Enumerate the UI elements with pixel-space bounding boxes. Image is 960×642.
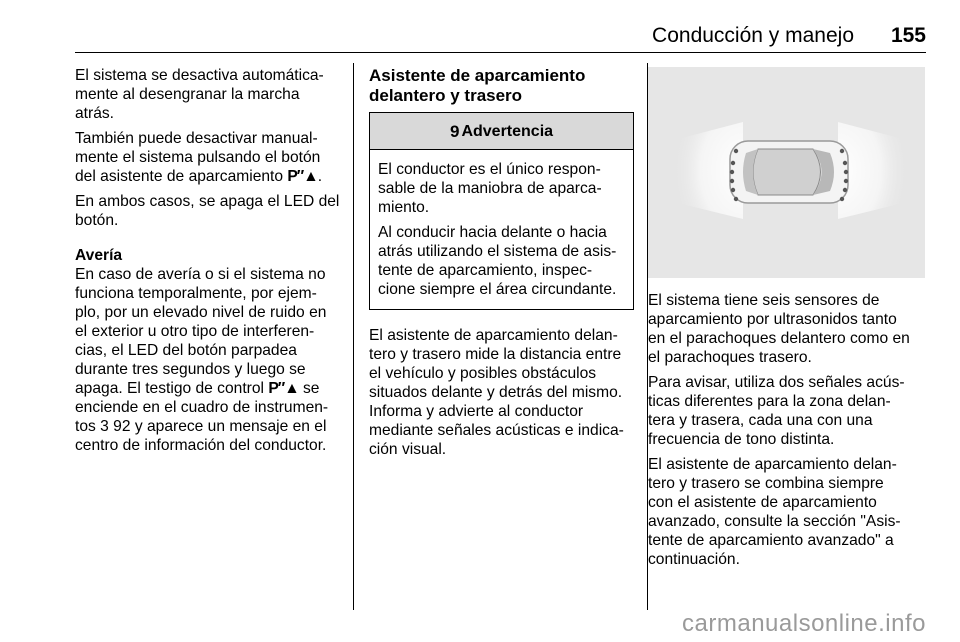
text-line: El sistema se desactiva automática-: [75, 67, 324, 84]
paragraph: [75, 129, 343, 186]
text-span: 92 y aparece un mensaje en el: [113, 418, 327, 435]
text-line: continuación.: [648, 551, 740, 568]
warning-title: Advertencia: [461, 122, 554, 140]
text-span: tos: [75, 418, 101, 435]
text-line: el exterior u otro tipo de interferen-: [75, 323, 315, 340]
text-line: situados delante y detrás del mismo.: [369, 384, 623, 401]
text-line: Informa y advierte al conductor: [369, 403, 584, 420]
park-assist-icon: P″▲: [268, 380, 299, 397]
text-line: centro de información del conductor.: [75, 437, 327, 454]
warning-triangle-icon: 9: [449, 121, 460, 141]
rear-sensor: [734, 197, 738, 201]
text-line: [75, 167, 343, 186]
text-line: botón.: [75, 212, 119, 229]
paragraph: [378, 160, 625, 217]
paragraph: [648, 373, 938, 449]
watermark: carmanualsonline.info: [682, 610, 926, 637]
rear-sensor: [730, 170, 734, 174]
text-line: Asistente de aparcamiento: [369, 66, 586, 85]
text-line: el parachoques trasero.: [648, 349, 812, 366]
front-sensor: [843, 161, 847, 165]
page-ref-icon[interactable]: 3: [100, 418, 109, 435]
park-assist-icon: P″▲: [287, 168, 318, 185]
rear-sensor: [730, 179, 734, 183]
paragraph: [369, 326, 634, 459]
front-sensor: [840, 197, 844, 201]
text-line: enciende en el cuadro de instrumen-: [75, 399, 329, 416]
column-divider-left: [353, 63, 354, 610]
rear-sensor: [734, 149, 738, 153]
text-line: El asistente de aparcamiento delan-: [648, 456, 897, 473]
front-sensor: [840, 149, 844, 153]
text-line: frecuencia de tono distinta.: [648, 431, 835, 448]
text-line: ción visual.: [369, 441, 447, 458]
text-line: ticas diferentes para la zona delan-: [648, 393, 891, 410]
text-span: se: [298, 380, 320, 397]
text-line: El asistente de aparcamiento delan-: [369, 327, 618, 344]
text-line: tero y trasero se combina siempre: [648, 475, 884, 492]
paragraph: [378, 223, 625, 299]
text-line: cias, el LED del botón parpadea: [75, 342, 297, 359]
text-line: [75, 417, 343, 436]
text-line: miento.: [378, 199, 430, 216]
column-3: [648, 291, 938, 575]
front-sensor: [844, 170, 848, 174]
text-line: en el parachoques delantero como en: [648, 330, 910, 347]
text-line: atrás.: [75, 105, 114, 122]
text-line: con el asistente de aparcamiento: [648, 494, 877, 511]
text-line: funciona temporalmente, por ejem-: [75, 285, 317, 302]
text-line: mente el sistema pulsando el botón: [75, 149, 321, 166]
rear-sensor: [731, 161, 735, 165]
paragraph: [75, 66, 343, 123]
front-sensor: [844, 179, 848, 183]
text-line: aparcamiento por ultrasonidos tanto: [648, 311, 897, 328]
text-line: tente de aparcamiento, inspec-: [378, 262, 593, 279]
section-heading: [369, 66, 634, 106]
warning-header: [370, 113, 633, 150]
text-line: cione siempre el área circundante.: [378, 281, 617, 298]
text-line: También puede desactivar manual-: [75, 130, 318, 147]
column-2: [369, 66, 634, 465]
parking-sensor-illustration: [648, 67, 925, 278]
car-top-view-icon: [648, 67, 925, 278]
text-line: [75, 379, 343, 398]
car-roof: [753, 149, 821, 195]
text-span: apaga. El testigo de control: [75, 380, 269, 397]
text-line: En ambos casos, se apaga el LED del: [75, 193, 340, 210]
text-line: tente de aparcamiento avanzado" a: [648, 532, 894, 549]
text-line: atrás utilizando el sistema de asis-: [378, 243, 617, 260]
paragraph: [648, 291, 938, 367]
text-line: tero y trasero mide la distancia entre: [369, 346, 622, 363]
text-line: el vehículo y posibles obstáculos: [369, 365, 597, 382]
page-header: [75, 22, 926, 53]
text-line: El sistema tiene seis sensores de: [648, 292, 880, 309]
page-title: Conducción y manejo: [652, 24, 854, 47]
column-1: [75, 66, 343, 461]
text-span: .: [317, 168, 323, 185]
text-line: mediante señales acústicas e indica-: [369, 422, 624, 439]
text-line: El conductor es el único respon-: [378, 161, 601, 178]
text-line: En caso de avería o si el sistema no: [75, 266, 326, 283]
front-sensor: [843, 188, 847, 192]
text-span: del asistente de aparcamiento: [75, 168, 288, 185]
paragraph: [648, 455, 938, 569]
rear-sensor: [731, 188, 735, 192]
text-line: delantero y trasero: [369, 86, 523, 105]
text-line: avanzado, consulte la sección "Asis-: [648, 513, 901, 530]
text-line: durante tres segundos y luego se: [75, 361, 306, 378]
warning-box: [369, 112, 634, 310]
warning-body: [370, 150, 633, 309]
text-line: Para avisar, utiliza dos señales acús-: [648, 374, 905, 391]
text-line: sable de la maniobra de aparca-: [378, 180, 602, 197]
paragraph: [75, 192, 343, 230]
paragraph: [75, 246, 343, 455]
text-line: Al conducir hacia delante o hacia: [378, 224, 607, 241]
text-line: mente al desengranar la marcha: [75, 86, 300, 103]
text-line: tera y trasera, cada una con una: [648, 412, 873, 429]
page-number: 155: [890, 24, 926, 47]
section-subheading: Avería: [75, 247, 123, 264]
text-line: plo, por un elevado nivel de ruido en: [75, 304, 327, 321]
